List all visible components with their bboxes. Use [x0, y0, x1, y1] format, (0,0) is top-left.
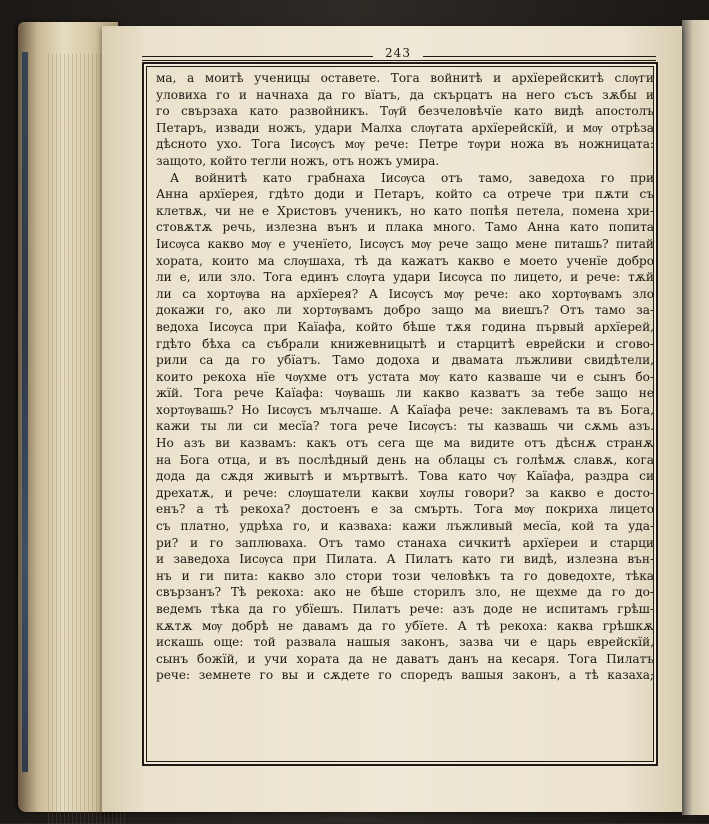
text-line: дрехатѫ, и рече: слѹшатели какви хѹлы говори? за какво е достo- [156, 485, 654, 500]
text-line: ма, а моитѣ ученицы оставете. Тога войнитѣ и архїерейскитѣ слѹги [156, 71, 654, 85]
text-line: които рекоха нїе чѹхме отъ устата мѹ като казваше чи е сынъ бо- [156, 369, 654, 384]
text-line: ли е, или зло. Тога единъ слѹга удари Iисѹса по лицето, и рече: тѫй [156, 270, 654, 285]
text-line: Петаръ, извади ножъ, удари Малха слѹгата архїерейскїй, и мѹ отрѣза [156, 120, 654, 135]
text-line: стовѫтѫ речь, излезна вънъ и плака много. Тамо Анна като попита [156, 220, 654, 235]
text-line: защото, който тегли ножъ, отъ ножъ умира. [156, 153, 440, 168]
text-line: ри? и го заплюваха. Отъ тамо станаха сичкитѣ архїереи и старци [156, 535, 654, 550]
text-line: кѫтѫ мѹ добрѣ не давамъ да го убїете. А тѣ рекоха: каква грѣшкѫ [156, 618, 654, 633]
text-line: свързанъ? Тѣ рекоха: ако не бѣше сторилъ зло, не щехме да го до- [156, 585, 654, 600]
text-line: кажи ты ли си месїа? тога рече Iисѹсъ: ты казвашь чи сѫмь азъ. [156, 419, 654, 434]
text-line: докажи го, ако ли хортѹвамъ добро защо ма виешъ? Отъ тамо за- [156, 303, 654, 318]
text-line: клетвѫ, чи не е Христовъ ученикъ, но като попѣя петела, помена хри- [156, 203, 654, 218]
facing-page-edge [682, 20, 709, 815]
text-line: дода да сѫдя живытѣ и мъртвытѣ. Това като чѹ Каїафа, раздра си [156, 469, 654, 484]
text-line: ли са хортѹва на архїерея? А Iисѹсъ мѹ рече: ако хортѹвамъ зло [156, 286, 654, 301]
text-line: уловиха го и начнаха да го вїатъ, да скърцатъ на него съсъ зѫбы и [156, 87, 654, 102]
text-line: Анна архїерея, гдѣто доди и Петаръ, който са отрече три пѫти съ [156, 187, 654, 202]
text-line: ведоха Iисѹса при Каїафа, който бѣше тѫя година първый архїерей, [156, 319, 654, 334]
text-line: го свързаха като развойникъ. Тѹй безчеловѣчїе като видѣ апостолъ [156, 104, 654, 119]
text-line: съ платно, удрѣха го, и казваха: кажи лъжливый месїа, кой та уда- [156, 519, 654, 534]
text-line: и заведоха Iисѹса при Пилата. А Пилатъ като ги видѣ, излезна вън- [156, 552, 654, 567]
page-number: 243 [373, 46, 423, 60]
text-line: искашь още: той развала нашыя законъ, зазва чи е царь еврейскїй, [156, 635, 654, 650]
text-line: нъ и ги пита: какво зло стори този человѣкъ та го доведохте, тѣка [156, 568, 654, 583]
page-text [156, 70, 654, 684]
text-line: рили са да го убїатъ. Тамо додоха и двамата лъжливи свидѣтели, [156, 353, 654, 368]
text-line: гдѣто бѣха са събрали книжевницытѣ и старцитѣ еврейски и сговo- [156, 336, 654, 351]
text-line: енъ? а тѣ рекоха? достоенъ е за смърть. Тога мѹ покриха лицето [156, 502, 654, 517]
text-line: рече: земнете го вы и сѫдете го споредъ вашыя законъ, а тѣ казаха; [156, 668, 654, 683]
book-spine-cloth [22, 52, 28, 772]
text-line: на Бога отца, и въ послѣдный день на облацы съ голѣмѫ славѫ, кога [156, 452, 654, 467]
text-line: дѣсното ухо. Тога Iисѹсъ мѹ рече: Петре тѹри ножа въ ножницата: [156, 137, 654, 152]
text-line: А войнитѣ като грабнаха Iисѹса отъ тамо, заведоха го при [170, 170, 654, 185]
text-line: ведемъ тѣка да го убїешъ. Пилатъ рече: азъ доде не испитамъ грѣш- [156, 602, 654, 616]
text-line: Iисѹса какво мѹ е ученїето, Iисѹсъ мѹ рече защо мене питашь? питай [156, 236, 654, 251]
text-line: хортѹвашь? Но Iисѹсъ мълчаше. А Каїафа рече: заклевамъ та въ Бога, [156, 402, 654, 417]
text-line: Но азъ ви казвамъ: какъ отъ сега ще ма видите отъ дѣснѫ странѫ [156, 436, 654, 451]
text-line: жїй. Тога рече Каїафа: чѹвашь ли какво казватъ за тебе защо не [156, 386, 654, 401]
text-line: сынъ божїй, и учи хората да не даватъ данъ на кесаря. Тога Пилатъ [156, 651, 654, 666]
text-line: хората, които ма слѹшаха, тѣ да кажатъ какво е моето ученїе добро [156, 253, 654, 268]
